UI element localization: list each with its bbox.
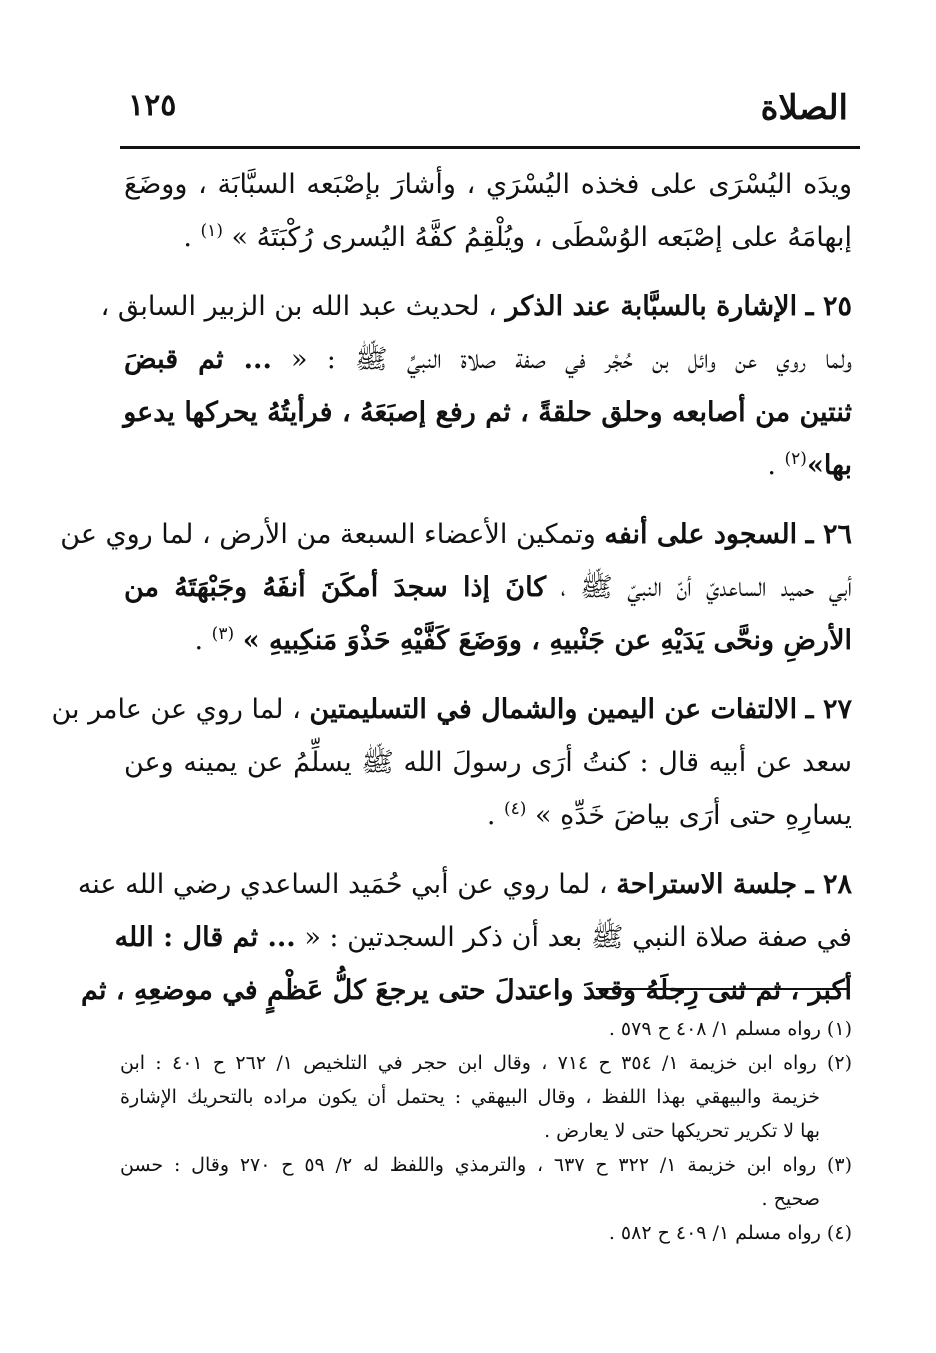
footnote-ref-1[interactable]: (١) bbox=[200, 221, 223, 241]
text-line bbox=[124, 333, 852, 386]
item-heading: الإشارة بالسبَّابة عند الذكر bbox=[505, 291, 798, 322]
text-line bbox=[124, 614, 852, 667]
text-line: ويدَه اليُسْرَى على فخذه اليُسْرَي ، وأشارَ بإصْبَعه السبَّابَة ، ووضَعَ bbox=[124, 169, 852, 200]
footnote-ref-2[interactable]: (٢) bbox=[784, 449, 807, 469]
item-heading: الالتفات عن اليمين والشمال في التسليمتين bbox=[309, 694, 798, 725]
text-line bbox=[124, 211, 852, 264]
line-text: ، لما روي عن عامر بن bbox=[51, 694, 301, 725]
footnote-2-cont: خزيمة والبيهقي بهذا اللفظ ، وقال البيهقي : يحتمل أن يكون مراده بالتحريك الإشارة bbox=[120, 1086, 820, 1108]
line-tail: . bbox=[183, 222, 201, 253]
footnote-rule bbox=[596, 988, 848, 990]
item-28 bbox=[77, 858, 852, 1017]
footnote-ref-3[interactable]: (٣) bbox=[211, 624, 235, 644]
line-tail: . bbox=[767, 450, 785, 481]
text-line bbox=[100, 280, 852, 333]
item-27 bbox=[51, 683, 852, 842]
page-header bbox=[120, 88, 848, 140]
line-text: يسارِهِ حتى أرَى بياضَ خَدِّهِ » bbox=[535, 800, 852, 831]
line-text: إبهامَهُ على إصْبَعه الوُسْطَى ، ويُلْقِمُ كفَّهُ اليُسرى رُكْبَتَهُ » bbox=[231, 222, 852, 253]
page-number: ١٢٥ bbox=[128, 88, 177, 123]
line-text: ولما روي عن وائل بن حُجْر في صفة صلاة النبيِّ ﷺ : « bbox=[291, 344, 852, 375]
item-number: ٢٦ ـ bbox=[805, 519, 852, 550]
text-line bbox=[51, 683, 852, 736]
item-number: ٢٧ ـ bbox=[805, 694, 852, 725]
quote-text: كانَ إذا سجدَ أمكَنَ أنفَهُ وجَبْهَتَهُ من bbox=[124, 572, 547, 603]
item-number: ٢٨ ـ bbox=[805, 869, 852, 900]
quote-text: ... ثم قبضَ bbox=[124, 344, 272, 375]
item-heading: السجود على أنفه bbox=[604, 519, 798, 550]
item-heading: جلسة الاستراحة bbox=[616, 869, 798, 900]
quote-line: ثنتين من أصابعه وحلق حلقةً ، ثم رفع إصبَعَهُ ، فرأيتُهُ يحركها يدعو bbox=[123, 397, 852, 428]
quote-line: أكبر ، ثم ثنى رِجلَهُ وقعدَ واعتدلَ حتى يرجعَ كلُّ عَظْمٍ في موضعِهِ ، ثم bbox=[80, 975, 852, 1006]
line-tail: . bbox=[486, 800, 504, 831]
text-line bbox=[124, 789, 852, 842]
quote-text: بها» bbox=[806, 450, 852, 481]
item-number: ٢٥ ـ bbox=[805, 291, 852, 322]
line-tail: . bbox=[194, 625, 212, 656]
footnote-1: (١) رواه مسلم ١/ ٤٠٨ ح ٥٧٩ . bbox=[608, 1018, 852, 1040]
text-line: سعد عن أبيه قال : كنتُ أرَى رسولَ الله ﷺ يسلِّمُ عن يمينه وعن bbox=[124, 747, 852, 778]
text-line bbox=[114, 911, 852, 964]
footnote-2: (٢) رواه ابن خزيمة ١/ ٣٥٤ ح ٧١٤ ، وقال ابن حجر في التلخيص ١/ ٢٦٢ ح ٤٠١ : ابن bbox=[120, 1052, 853, 1074]
text-line bbox=[77, 858, 852, 911]
line-text: وتمكين الأعضاء السبعة من الأرض ، لما روي عن bbox=[60, 519, 596, 550]
text-line bbox=[124, 439, 852, 492]
header-rule bbox=[120, 146, 860, 149]
footnote-3-cont: صحيح . bbox=[761, 1188, 820, 1210]
footnote-4: (٤) رواه مسلم ١/ ٤٠٩ ح ٥٨٢ . bbox=[608, 1222, 852, 1244]
footnotes bbox=[120, 1012, 852, 1250]
text-line bbox=[124, 561, 852, 614]
quote-text: الأرضِ ونحَّى يَدَيْهِ عن جَنْبيهِ ، ووَضَعَ كَفَّيْهِ حَذْوَ مَنكِبيهِ » bbox=[242, 625, 852, 656]
chapter-title: الصلاة bbox=[760, 88, 848, 128]
text-line bbox=[60, 508, 852, 561]
line-text: في صفة صلاة النبي ﷺ بعد أن ذكر السجدتين : « bbox=[304, 922, 852, 953]
item-26 bbox=[60, 508, 852, 667]
footnote-ref-4[interactable]: (٤) bbox=[503, 799, 527, 819]
quote-text: ... ثم قال : الله bbox=[114, 922, 296, 953]
footnote-2-cont: بها لا تكرير تحريكها حتى لا يعارض . bbox=[544, 1120, 820, 1142]
line-text: ، لما روي عن أبي حُمَيد الساعدي رضي الله عنه bbox=[77, 869, 608, 900]
paragraph-continuation bbox=[124, 158, 852, 264]
line-text: أبي حميد الساعديّ أنّ النبيّ ﷺ ، bbox=[560, 572, 852, 603]
item-25 bbox=[100, 280, 852, 492]
line-text: ، لحديث عبد الله بن الزبير السابق ، bbox=[100, 291, 497, 322]
footnote-3: (٣) رواه ابن خزيمة ١/ ٣٢٢ ح ٦٣٧ ، والترمذي واللفظ له ٢/ ٥٩ ح ٢٧٠ وقال : حسن bbox=[120, 1154, 853, 1176]
main-text bbox=[51, 158, 852, 1017]
